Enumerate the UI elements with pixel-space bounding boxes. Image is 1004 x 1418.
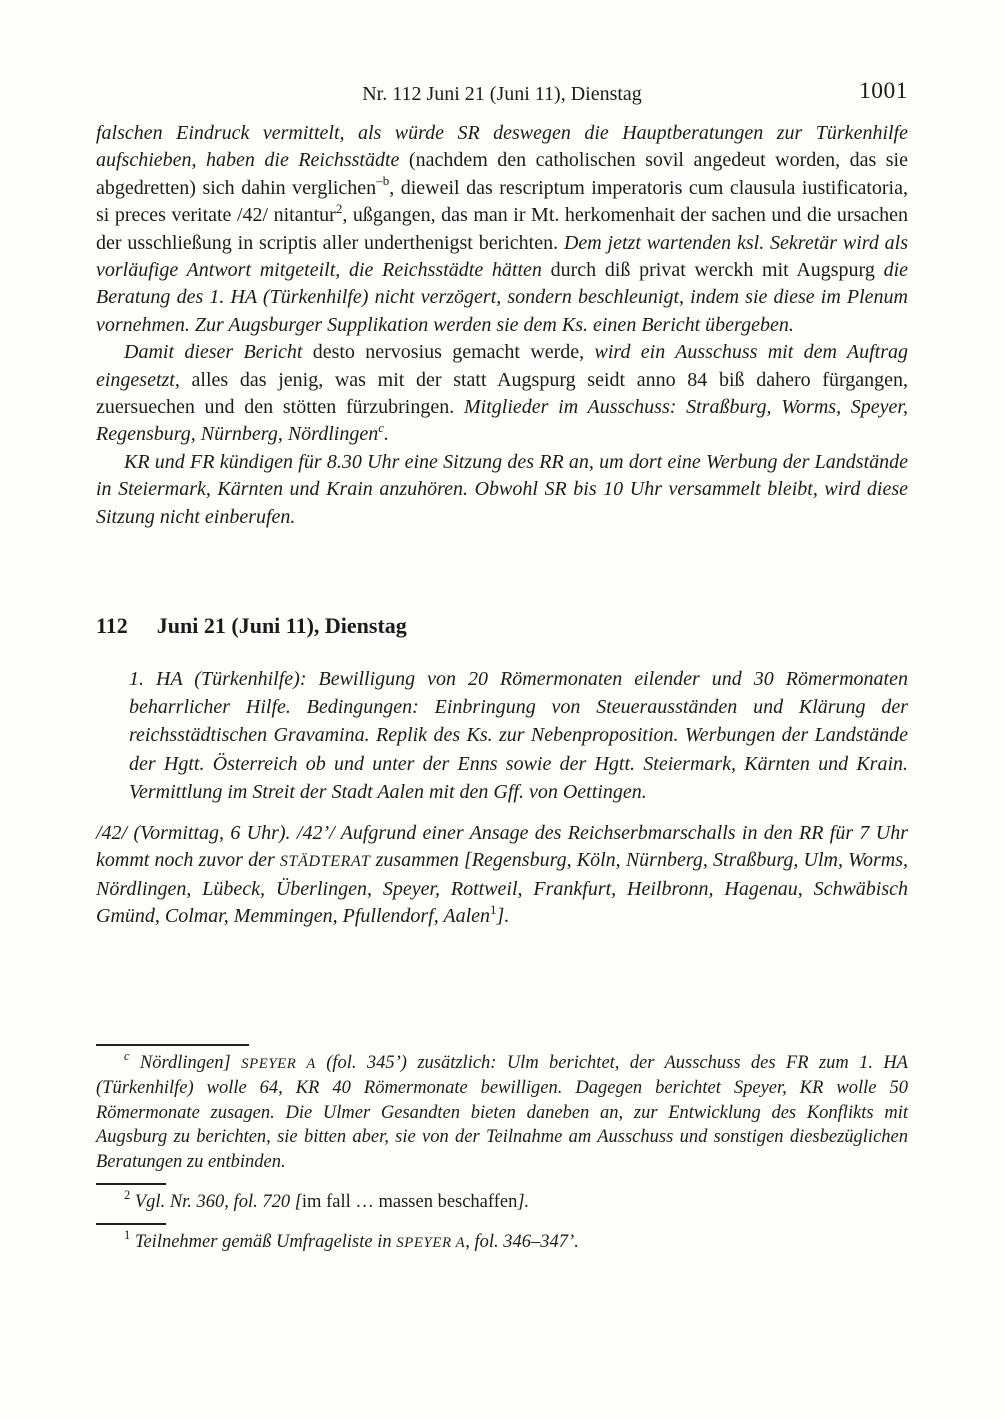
text-run: , fol. 346–347’. <box>465 1232 579 1253</box>
text-run: (nachdem den catholischen sovil angedeut worden, das sie abgedretten) sich dahin verglichen <box>96 149 908 199</box>
body-text <box>96 120 908 531</box>
entry-112 <box>96 612 908 931</box>
text-run: im fall … massen beschaffen <box>301 1192 518 1213</box>
running-title: Nr. 112 Juni 21 (Juni 11), Dienstag <box>362 83 642 105</box>
text-run: alles das jenig, was mit der statt Augspurg seidt anno 84 biß dahero fürgangen, zuersuechen und den stötten fürzubringen. <box>96 368 908 419</box>
page-number: 1001 <box>859 78 908 104</box>
entry-heading <box>96 612 908 640</box>
apparatus-ref-c: c <box>378 419 384 435</box>
paragraph-continued <box>96 120 908 339</box>
footnote-1-block <box>96 1223 908 1255</box>
siglum-speyer-a: SPEYER A <box>241 1056 316 1072</box>
text-run: Mitglieder im Ausschuss: Straßburg, Worms, Speyer, Regensburg, Nürnberg, Nördlingen <box>96 396 908 446</box>
text-run: . <box>384 423 389 446</box>
footnote-separator <box>96 1223 166 1225</box>
text-run: /42/ (Vormittag, 6 Uhr). /42’/ Aufgrund einer Ansage des Reichserbmarschalls in den RR für 7 Uhr kommt noch zuvor der <box>96 822 908 872</box>
paragraph <box>96 339 908 449</box>
footnote-separator <box>96 1183 166 1185</box>
footnote-1 <box>96 1230 908 1255</box>
entry-number: 112 <box>96 613 128 638</box>
footnote-separator <box>96 1044 249 1046</box>
text-run: ]. <box>517 1192 530 1213</box>
protocol-paragraph <box>96 820 908 931</box>
text-run: ]. <box>496 905 510 928</box>
page-header <box>96 78 908 106</box>
apparatus-ref-b: –b <box>376 173 390 189</box>
siglum-speyer-a: SPEYER A <box>396 1235 466 1252</box>
footnote-ref-1: 1 <box>490 901 497 917</box>
text-run: , dieweil das rescriptum imperatoris cum clausula iustificatoria, si preces veritate /42/ nitantur <box>96 176 908 227</box>
footnote-2 <box>96 1187 908 1214</box>
footnote-ref-2: 2 <box>335 200 343 216</box>
footnote-critical-block <box>96 1044 908 1174</box>
footnote-marker-1: 1 <box>124 1228 131 1243</box>
staedterat-smallcaps: STÄDTERAT <box>279 853 371 871</box>
entry-title: Juni 21 (Juni 11), Dienstag <box>156 613 407 638</box>
footnote-c <box>96 1048 908 1174</box>
text-run: zusammen [Regensburg, Köln, Nürnberg, Straßburg, Ulm, Worms, Nördlingen, Lübeck, Überlingen, Speyer, Rottweil, Frankfurt, Heilbronn, Hagenau, Schwäbisch Gmünd, Colmar, Memmingen, Pfullendorf, Aalen <box>96 849 908 928</box>
footnotes <box>96 1044 908 1256</box>
text-run: Teilnehmer gemäß Umfrageliste in <box>130 1232 397 1253</box>
text-run: Damit dieser Bericht <box>124 341 313 364</box>
footnote-marker-2: 2 <box>124 1187 131 1202</box>
text-run: Nördlingen] <box>129 1053 242 1073</box>
text-run: , ußgangen, das man ir Mt. herkomenhait der sachen und die ursachen der usschließung in scriptis aller underthenigst berichten. <box>96 204 908 254</box>
entry-summary: 1. HA (Türkenhilfe): Bewilligung von 20 Römermonaten eilender und 30 Römermonaten beharrlicher Hilfe. Bedingungen: Einbringung von Steuerausständen und Klärung der reichsstädtischen Gravamina. Replik des Ks. zur Nebenproposition. Werbungen der Landstände der Hgtt. Österreich ob und unter der Enns sowie der Hgtt. Steiermark, Kärnten und Krain. Vermittlung im Streit der Stadt Aalen mit den Gff. von Oettingen. <box>129 668 908 803</box>
paragraph <box>96 449 908 531</box>
footnote-2-block <box>96 1183 908 1214</box>
text-run: wird ein Ausschuss mit dem Auftrag eingesetzt, <box>96 341 908 391</box>
text-run: falschen Eindruck vermittelt, als würde SR deswegen die Hauptberatungen zur Türkenhilfe aufschieben, haben die Reichsstädte <box>96 122 908 172</box>
text-run: Vgl. Nr. 360, fol. 720 [ <box>130 1192 302 1213</box>
footnote-marker-c: c <box>124 1048 130 1063</box>
text-run: durch diß privat werckh mit Augspurg <box>550 259 884 282</box>
text-run: Dem jetzt wartenden ksl. Sekretär wird als vorläufige Antwort mitgeteilt, die Reichsstädte hätten <box>96 231 908 282</box>
text-run: (fol. 345’) zusätzlich: Ulm berichtet, der Ausschuss des FR zum 1. HA (Türkenhilfe) wolle 64, KR 40 Römermonate bewilligen. Dagegen berichtet Speyer, KR wolle 50 Römermonate zusagen. Die Ulmer Gesandten bieten daneben an, zur Entwicklung des Konflikts mit Augsburg zu berichten, sie bitten aber, sie von der Teilnahme am Ausschuss und sonstigen diesbezüglichen Beratungen zu entbinden. <box>96 1053 908 1172</box>
text-run: desto nervosius gemacht werde, <box>312 341 595 364</box>
text-run: KR und FR kündigen für 8.30 Uhr eine Sitzung des RR an, um dort eine Werbung der Landstände in Steiermark, Kärnten und Krain anzuhören. Obwohl SR bis 10 Uhr versammelt bleibt, wird diese Sitzung nicht einberufen. <box>96 450 908 528</box>
text-run: die Beratung des 1. HA (Türkenhilfe) nicht verzögert, sondern beschleunigt, indem sie diese im Plenum vornehmen. Zur Augsburger Supplikation werden sie dem Ks. einen Bericht übergeben. <box>96 259 908 336</box>
